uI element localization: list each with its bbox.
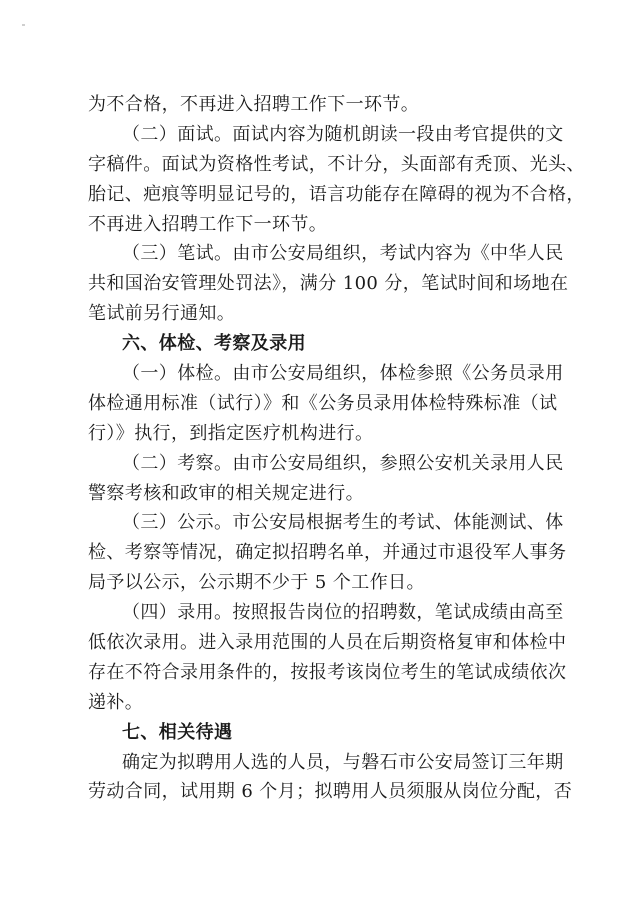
paragraph-line: 检、考察等情况，确定拟招聘名单，并通过市退役军人事务 (88, 542, 567, 564)
paragraph-line: 低依次录用。进入录用范围的人员在后期资格复审和体检中 (88, 632, 567, 654)
subsection-label: （一）体检。 (122, 363, 233, 385)
subsection-label: （二）面试。 (122, 123, 233, 145)
document-body (88, 90, 585, 807)
paragraph-line: 确定为拟聘用人选的人员，与磐石市公安局签订三年期 (122, 751, 564, 773)
paragraph-line: 行）》执行，到指定医疗机构进行。 (88, 422, 374, 444)
paragraph-line (88, 359, 564, 389)
paragraph-line (88, 508, 564, 538)
paragraph-line (88, 239, 564, 269)
paragraph-text: 由市公安局组织，参照公安机关录用人民 (232, 452, 564, 474)
paragraph-line: 局予以公示，公示期不少于 5 个工作日。 (88, 572, 425, 594)
paragraph-line: 体检通用标准（试行）》和《公务员录用体检特殊标准（试 (88, 392, 558, 414)
paragraph-line: 递补。 (88, 691, 144, 713)
paragraph-line: 警察考核和政审的相关规定进行。 (88, 482, 364, 504)
paragraph-text: 市公安局根据考生的考试、体能测试、体 (232, 512, 564, 534)
paragraph-line: 笔试前另行通知。 (88, 303, 236, 325)
paragraph-line (88, 120, 564, 150)
paragraph-line (88, 598, 564, 628)
paragraph-text: 面试内容为随机朗读一段由考官提供的文 (232, 123, 564, 145)
subsection-label: （三）笔试。 (122, 243, 233, 265)
paragraph-text: 由市公安局组织，考试内容为《中华人民 (232, 243, 564, 265)
subsection-label: （四）录用。 (122, 602, 233, 624)
subsection-label: （三）公示。 (122, 512, 233, 534)
paragraph-line: 劳动合同，试用期 6 个月；拟聘用人员须服从岗位分配，否 (88, 781, 573, 803)
section-heading: 七、相关待遇 (122, 721, 233, 743)
paragraph-line: 存在不符合录用条件的，按报考该岗位考生的笔试成绩依次 (88, 661, 567, 683)
scan-mark (22, 24, 25, 26)
paragraph-line: 不再进入招聘工作下一环节。 (88, 213, 328, 235)
paragraph-line: 为不合格，不再进入招聘工作下一环节。 (88, 94, 420, 115)
paragraph-line: 胎记、疤痕等明显记号的，语言功能存在障碍的视为不合格， (88, 183, 585, 205)
paragraph-line (88, 449, 564, 479)
subsection-label: （二）考察。 (122, 452, 233, 474)
paragraph-text: 由市公安局组织，体检参照《公务员录用 (232, 363, 564, 385)
paragraph-text: 按照报告岗位的招聘数，笔试成绩由高至 (232, 602, 564, 624)
section-heading: 六、体检、考察及录用 (122, 333, 306, 355)
paragraph-line: 字稿件。面试为资格性考试，不计分，头面部有秃顶、光头、 (88, 153, 585, 175)
paragraph-line: 共和国治安管理处罚法》，满分 100 分，笔试时间和场地在 (88, 273, 569, 295)
